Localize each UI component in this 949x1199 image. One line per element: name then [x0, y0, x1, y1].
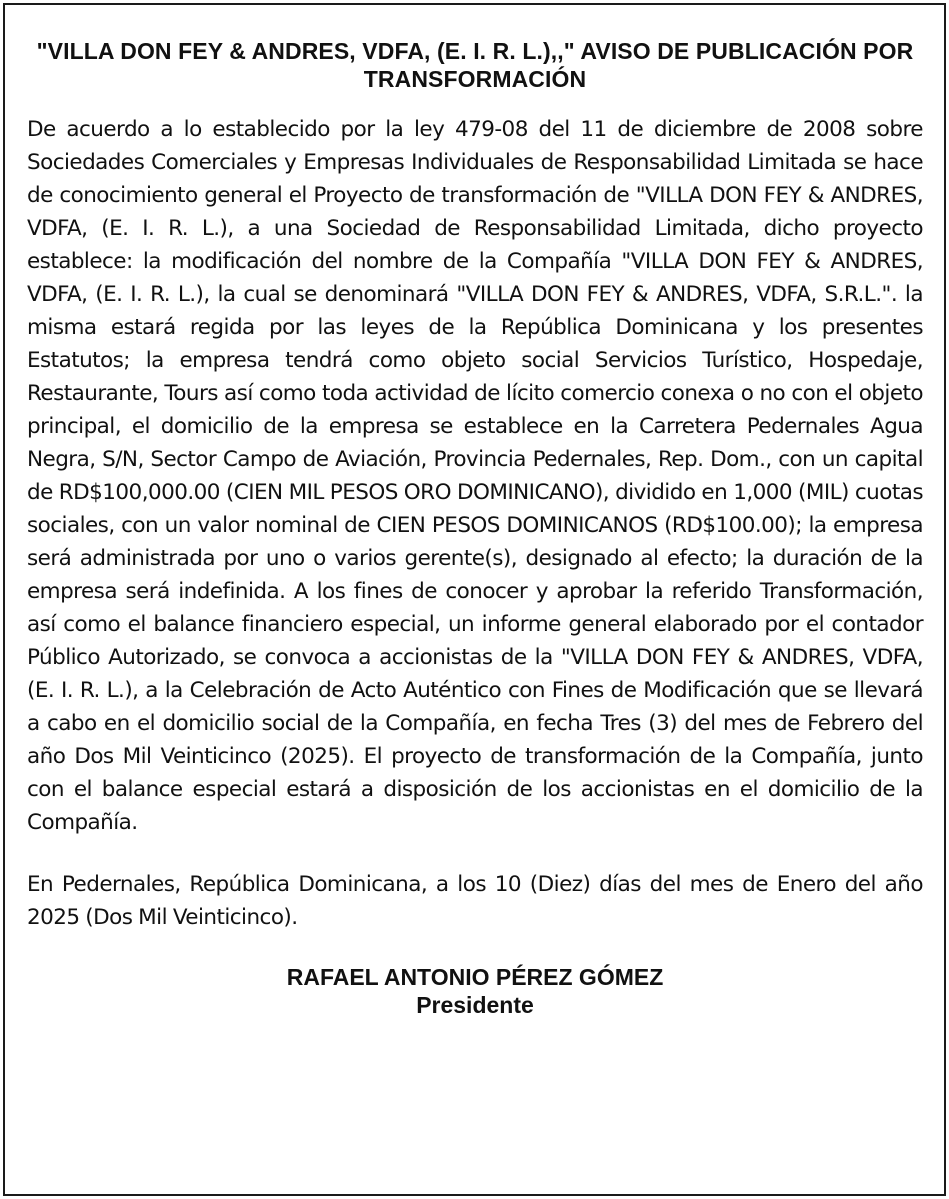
notice-closing: En Pedernales, República Dominicana, a los 10 (Diez) días del mes de Enero del año 2025 (Dos Mil Veinticinco). — [27, 872, 923, 930]
signer-name: RAFAEL ANTONIO PÉREZ GÓMEZ — [286, 964, 664, 990]
notice-title: "VILLA DON FEY & ANDRES, VDFA, (E. I. R. L.),," AVISO DE PUBLICACIÓN POR TRANSFORMACIÓN — [36, 38, 914, 92]
signature-block — [27, 963, 923, 1019]
notice-frame — [3, 3, 946, 1196]
notice-content — [27, 37, 923, 1019]
notice-body: De acuerdo a lo establecido por la ley 479-08 del 11 de diciembre de 2008 sobre Sociedades Comerciales y Empresas Individuales de Responsabilidad Limitada se hace de conocimiento general el Proyecto de transformación de "VILLA DON FEY & ANDRES, VDFA, (E. I. R. L.), a una Sociedad de Responsabilidad Limitada, dicho proyecto establece: la modificación del nombre de la Compañía "VILLA DON FEY & ANDRES, VDFA, (E. I. R. L.), la cual se denominará "VILLA DON FEY & ANDRES, VDFA, S.R.L.". la misma estará regida por las leyes de la República Dominicana y los presentes Estatutos; la empresa tendrá como objeto social Servicios Turístico, Hospedaje, Restaurante, Tours así como toda actividad de lícito comercio conexa o no con el objeto principal, el domicilio de la empresa se establece en la Carretera Pedernales Agua Negra, S/N, Sector Campo de Aviación, Provincia Pedernales, Rep. Dom., con un capital de RD$100,000.00 (CIEN MIL PESOS ORO DOMINICANO), dividido en 1,000 (MIL) cuotas sociales, con un valor nominal de CIEN PESOS DOMINICANOS (RD$100.00); la empresa será administrada por uno o varios gerente(s), designado al efecto; la duración de la empresa será indefinida. A los fines de conocer y aprobar la referido Transformación, así como el balance financiero especial, un informe general elaborado por el contador Público Autorizado, se convoca a accionistas de la "VILLA DON FEY & ANDRES, VDFA, (E. I. R. L.), a la Celebración de Acto Auténtico con Fines de Modificación que se llevará a cabo en el domicilio social de la Compañía, en fecha Tres (3) del mes de Febrero del año Dos Mil Veinticinco (2025). El proyecto de transformación de la Compañía, junto con el balance especial estará a disposición de los accionistas en el domicilio de la Compañía. — [27, 117, 923, 835]
signer-role: Presidente — [416, 992, 534, 1018]
